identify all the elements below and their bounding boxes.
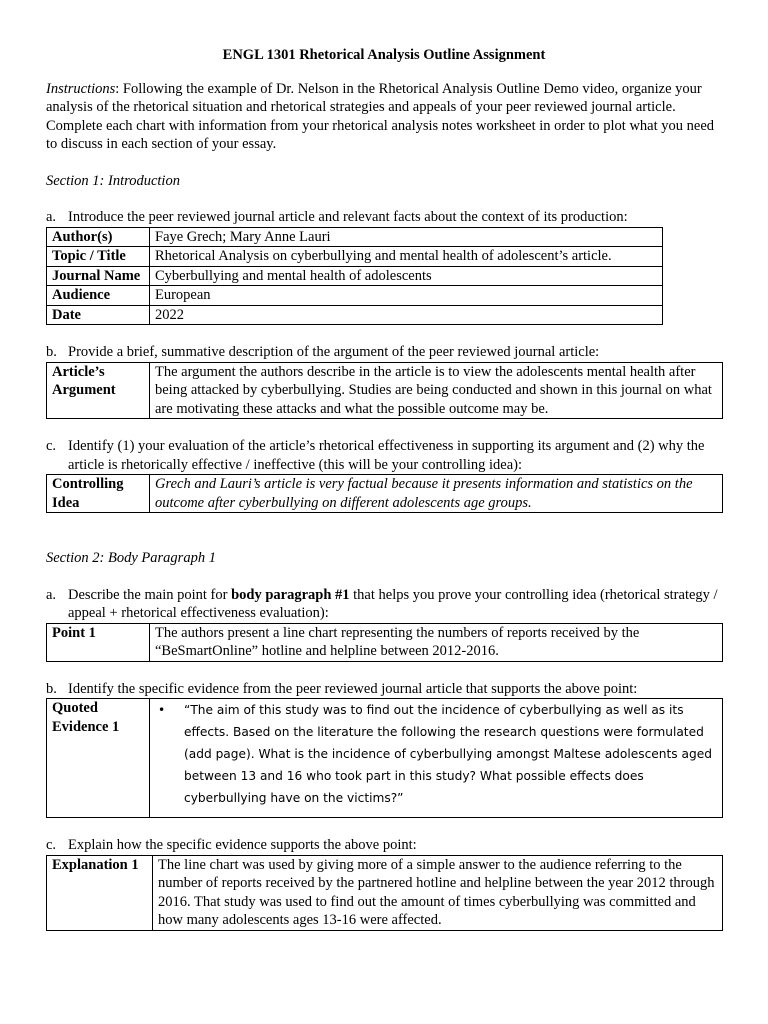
prompt-a-label: a. xyxy=(46,209,57,225)
argument-table xyxy=(46,362,723,420)
row-value: Cyberbullying and mental health of adolescents xyxy=(150,266,663,286)
row-key: Journal Name xyxy=(47,266,150,286)
prompt-a-text-bold: body paragraph #1 xyxy=(231,586,350,603)
context-table xyxy=(46,227,663,326)
prompt-b-label: b. xyxy=(46,680,57,697)
prompt-a-text: Introduce the peer reviewed journal article and relevant facts about the context of its production: xyxy=(68,209,628,225)
table-row xyxy=(47,855,723,930)
controlling-idea-value: Grech and Lauri’s article is very factual because it presents information and statistics on the outcome after cyberbullying on different adolescents age groups. xyxy=(150,475,723,513)
explanation-key: Explanation 1 xyxy=(47,855,153,930)
table-row xyxy=(47,475,723,513)
prompt-c-text: Explain how the specific evidence supports the above point: xyxy=(68,837,417,853)
section-1-prompt-b xyxy=(46,343,722,362)
table-row xyxy=(47,266,663,286)
prompt-c-label: c. xyxy=(46,438,57,454)
evidence-table xyxy=(46,698,723,818)
prompt-b-label: b. xyxy=(46,344,57,360)
table-row xyxy=(47,286,663,306)
instructions-paragraph xyxy=(46,80,722,154)
row-value: 2022 xyxy=(150,305,663,325)
section-1-prompt-a xyxy=(46,208,722,227)
bullet-glyph: • xyxy=(158,703,166,717)
argument-value: The argument the authors describe in the article is to view the adolescents mental health after being attacked by cyberbullying. Studies are being conducted and shown in this journal on what are motivating these attacks and what the possible outcome may be. xyxy=(150,362,723,419)
instructions-label: Instructions xyxy=(46,80,116,97)
row-value: Faye Grech; Mary Anne Lauri xyxy=(150,227,663,247)
section-2-heading: Section 2: Body Paragraph 1 xyxy=(46,550,216,566)
section-2-prompt-a xyxy=(46,586,722,623)
section-2-prompt-b xyxy=(46,680,722,699)
row-value: Rhetorical Analysis on cyberbullying and mental health of adolescent’s article. xyxy=(150,247,663,267)
table-row xyxy=(47,362,723,419)
prompt-b-text: Identify the specific evidence from the peer reviewed journal article that supports the above point: xyxy=(68,680,638,697)
instructions-text: : Following the example of Dr. Nelson in the Rhetorical Analysis Outline Demo video, organize your analysis of the rhetorical situation and rhetorical strategies and appeals of your peer reviewed journal article. Complete each chart with information from your rhetorical analysis notes worksheet in order to plot what you need to discuss in each section of your essay. xyxy=(46,80,715,152)
section-1-prompt-c xyxy=(46,437,722,474)
evidence-cell xyxy=(150,699,723,818)
document-page xyxy=(46,46,722,931)
prompt-b-text: Provide a brief, summative description of the argument of the peer reviewed journal article: xyxy=(68,344,600,360)
section-2-prompt-c xyxy=(46,836,722,855)
table-row xyxy=(47,699,723,818)
row-value: European xyxy=(150,286,663,306)
evidence-key: Quoted Evidence 1 xyxy=(47,699,150,818)
table-row xyxy=(47,227,663,247)
explanation-value: The line chart was used by giving more of a simple answer to the audience referring to the number of reports received by the partnered hotline and helpline between the year 2012 through 2016. That study was used to find out the amount of times cyberbullying was committed and how many adolescents ages 13-16 were affected. xyxy=(153,855,723,930)
controlling-idea-table xyxy=(46,474,723,513)
table-row xyxy=(47,247,663,267)
row-key: Date xyxy=(47,305,150,325)
explanation-table xyxy=(46,855,723,931)
evidence-bullet-item xyxy=(154,699,718,809)
table-row xyxy=(47,623,723,661)
controlling-idea-key: Controlling Idea xyxy=(47,475,150,513)
point-key: Point 1 xyxy=(47,623,150,661)
section-1-heading: Section 1: Introduction xyxy=(46,172,180,189)
evidence-quote: “The aim of this study was to find out the incidence of cyberbullying as well as its effects. Based on the literature the following the research questions were formulated (add page). What is the incidence of cyberbullying amongst Maltese adolescents aged between 13 and 16 who took part in this study? What possible effects does cyberbullying have on the victims?” xyxy=(184,703,712,805)
table-row xyxy=(47,305,663,325)
row-key: Audience xyxy=(47,286,150,306)
prompt-a-text-after: that helps you prove your controlling idea (rhetorical strategy / appeal + rhetorical effectiveness evaluation): xyxy=(68,586,718,621)
row-key: Author(s) xyxy=(47,227,150,247)
point-value: The authors present a line chart representing the numbers of reports received by the “BeSmartOnline” hotline and helpline between 2012-2016. xyxy=(150,623,723,661)
prompt-c-text: Identify (1) your evaluation of the article’s rhetorical effectiveness in supporting its argument and (2) why the article is rhetorically effective / ineffective (this will be your controlling idea): xyxy=(68,438,705,473)
point-table xyxy=(46,623,723,662)
prompt-a-label: a. xyxy=(46,586,57,603)
document-title: ENGL 1301 Rhetorical Analysis Outline Assignment xyxy=(222,47,546,63)
prompt-a-text-before: Describe the main point for xyxy=(68,586,232,603)
row-key: Topic / Title xyxy=(47,247,150,267)
argument-key: Article’s Argument xyxy=(47,362,150,419)
prompt-c-label: c. xyxy=(46,837,57,853)
